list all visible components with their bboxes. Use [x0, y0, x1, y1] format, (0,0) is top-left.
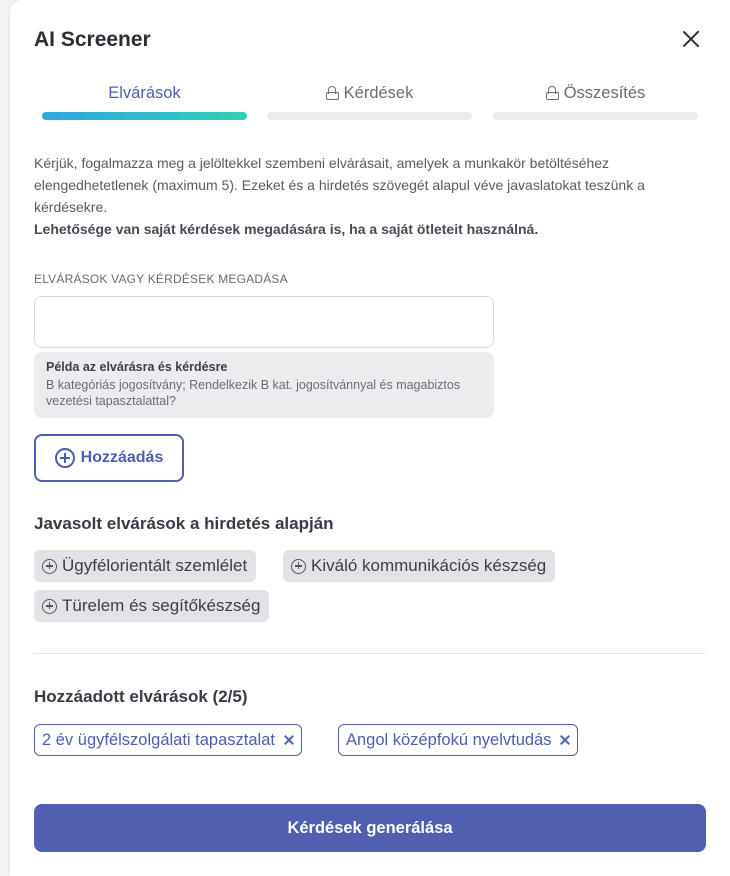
plus-circle-icon — [42, 599, 57, 614]
intro-text — [34, 152, 714, 240]
requirements-input[interactable] — [34, 296, 494, 348]
plus-circle-icon — [291, 559, 306, 574]
added-requirement-tag — [34, 724, 302, 756]
suggestion-chip[interactable] — [34, 550, 256, 582]
tab-label: Kérdések — [343, 83, 414, 102]
modal-title: AI Screener — [34, 28, 151, 51]
hint-text: B kategóriás jogosítvány; Rendelkezik B kat. jogosítvánnyal és magabiztos vezetési tapasztalattal? — [46, 378, 461, 408]
remove-icon[interactable] — [283, 734, 295, 746]
ai-screener-modal — [10, 0, 730, 876]
added-requirement-label: Angol középfokú nyelvtudás — [346, 730, 552, 749]
intro-bold-note: Lehetősége van saját kérdések megadására is, ha a saját ötleteit használná. — [34, 221, 539, 237]
tab-kerdesek[interactable] — [267, 82, 472, 122]
tab-osszesites[interactable] — [493, 82, 698, 122]
lock-icon — [326, 86, 339, 100]
suggestion-chip[interactable] — [283, 550, 555, 582]
intro-description: Kérjük, fogalmazza meg a jelöltekkel szembeni elvárásait, amelyek a munkakör betöltéséhez elengedhetetlenek (maximum 5). Ezeket és a hirdetés szövegét alapul véve javaslatokat teszünk a kérdésekre. — [34, 155, 645, 215]
requirements-input-label: ELVÁRÁSOK VAGY KÉRDÉSEK MEGADÁSA — [34, 272, 288, 286]
tab-label: Elvárások — [108, 83, 181, 102]
added-requirement-label: 2 év ügyfélszolgálati tapasztalat — [42, 730, 275, 749]
suggestion-chip-label: Kiváló kommunikációs készség — [311, 556, 547, 575]
hint-title: Példa az elvárásra és kérdésre — [46, 360, 228, 374]
plus-circle-icon — [55, 448, 75, 468]
divider — [34, 653, 706, 654]
suggestions-title: Javasolt elvárások a hirdetés alapján — [34, 514, 334, 533]
tab-label: Összesítés — [563, 83, 646, 102]
remove-icon[interactable] — [559, 734, 571, 746]
add-button[interactable] — [34, 434, 184, 482]
plus-circle-icon — [42, 559, 57, 574]
added-requirement-tag — [338, 724, 578, 756]
generate-questions-button[interactable]: Kérdések generálása — [34, 804, 706, 852]
step-tabs — [42, 82, 698, 122]
close-icon[interactable] — [678, 26, 704, 52]
tab-elvarasok[interactable] — [42, 82, 247, 122]
suggestion-chip-label: Ügyfélorientált szemlélet — [62, 556, 248, 575]
example-hint-box — [34, 352, 494, 418]
tab-progress-bar — [493, 112, 698, 120]
suggestion-chip-label: Türelem és segítőkészség — [62, 596, 261, 615]
tab-progress-bar — [267, 112, 472, 120]
lock-icon — [546, 86, 559, 100]
suggestion-chip[interactable] — [34, 590, 269, 622]
add-button-label: Hozzáadás — [80, 449, 164, 466]
tab-progress-bar — [42, 112, 247, 120]
added-requirements-title: Hozzáadott elvárások (2/5) — [34, 687, 248, 706]
